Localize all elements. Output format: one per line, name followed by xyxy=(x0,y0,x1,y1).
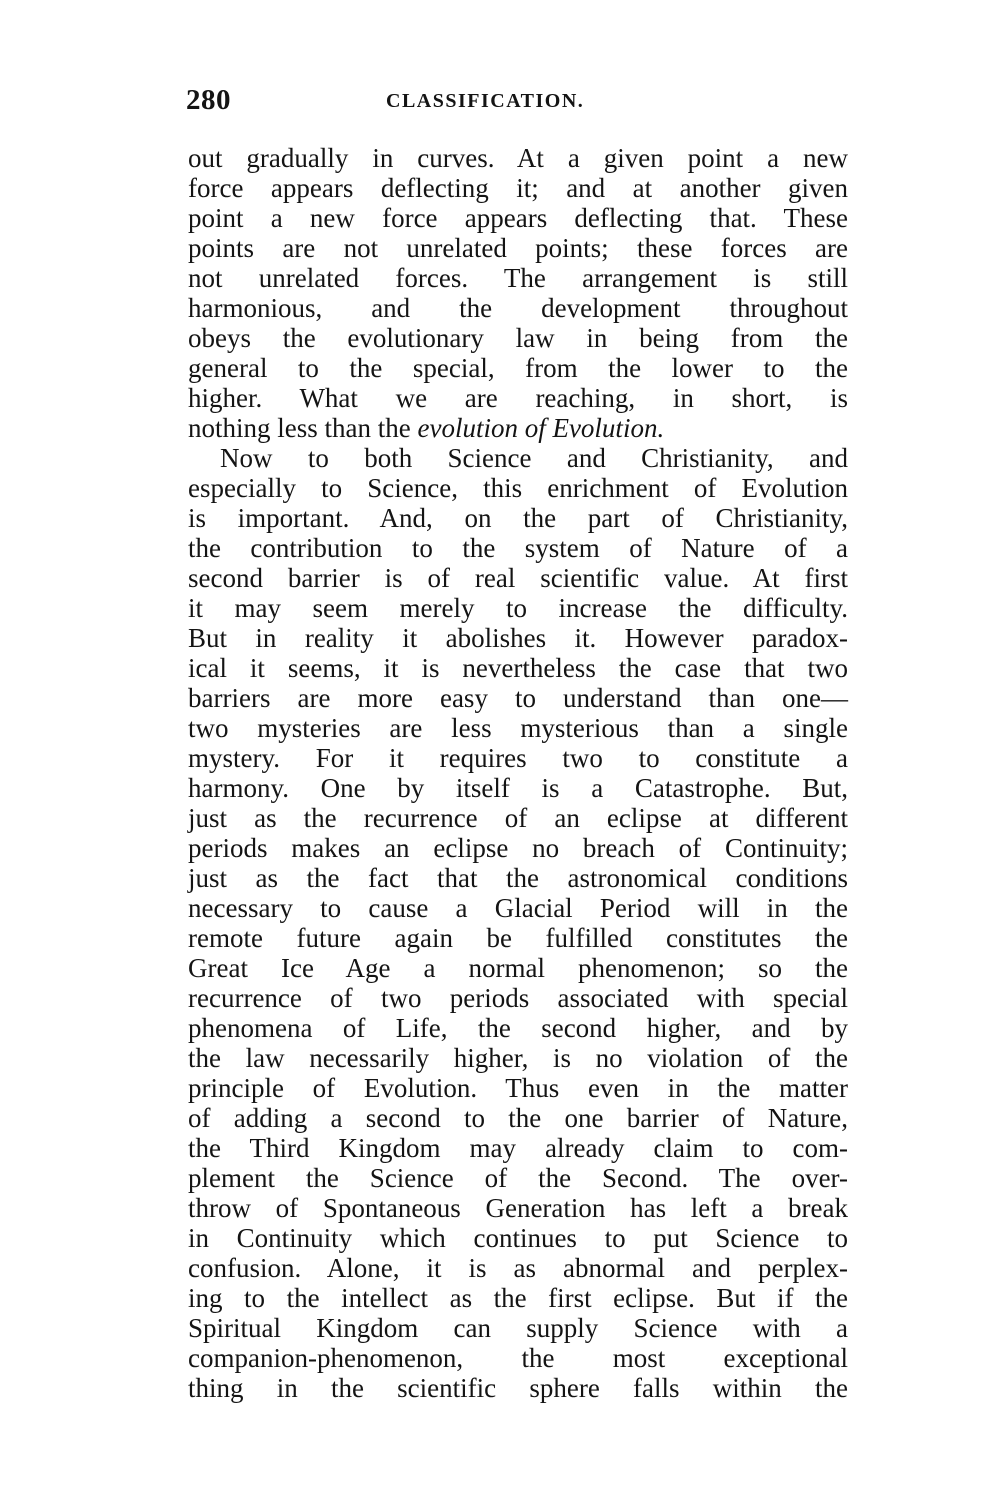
text-line: harmony. One by itself is a Catastrophe. But, xyxy=(188,773,848,803)
running-head xyxy=(186,84,846,120)
text-line: points are not unrelated points; these forces are xyxy=(188,233,848,263)
text-line: the contribution to the system of Nature of a xyxy=(188,533,848,563)
text-line: just as the fact that the astronomical conditions xyxy=(188,863,848,893)
text-line: not unrelated forces. The arrangement is still xyxy=(188,263,848,293)
text-line: thing in the scientific sphere falls within the xyxy=(188,1373,848,1403)
text-line: periods makes an eclipse no breach of Continuity; xyxy=(188,833,848,863)
text-line: throw of Spontaneous Generation has left a break xyxy=(188,1193,848,1223)
text-line: obeys the evolutionary law in being from the xyxy=(188,323,848,353)
text-line: point a new force appears deflecting that. These xyxy=(188,203,848,233)
page-number: 280 xyxy=(186,84,231,116)
text-line: barriers are more easy to understand than one— xyxy=(188,683,848,713)
text-line: Great Ice Age a normal phenomenon; so the xyxy=(188,953,848,983)
text-line: remote future again be fulfilled constitutes the xyxy=(188,923,848,953)
text-line: phenomena of Life, the second higher, and by xyxy=(188,1013,848,1043)
body-text xyxy=(188,143,848,1403)
text-line: two mysteries are less mysterious than a single xyxy=(188,713,848,743)
text-line: necessary to cause a Glacial Period will in the xyxy=(188,893,848,923)
text-line: the law necessarily higher, is no violation of the xyxy=(188,1043,848,1073)
text-line: confusion. Alone, it is as abnormal and perplex- xyxy=(188,1253,848,1283)
text-line: in Continuity which continues to put Science to xyxy=(188,1223,848,1253)
text-line: ical it seems, it is nevertheless the case that two xyxy=(188,653,848,683)
text-line: it may seem merely to increase the difficulty. xyxy=(188,593,848,623)
paragraph-end-line xyxy=(188,413,848,443)
running-title: CLASSIFICATION. xyxy=(386,90,585,112)
text-line: just as the recurrence of an eclipse at different xyxy=(188,803,848,833)
text-line: companion-phenomenon, the most exceptional xyxy=(188,1343,848,1373)
text-line: plement the Science of the Second. The over- xyxy=(188,1163,848,1193)
text-line: principle of Evolution. Thus even in the matter xyxy=(188,1073,848,1103)
text-line: ing to the intellect as the first eclipse. But if the xyxy=(188,1283,848,1313)
text-line: especially to Science, this enrichment of Evolution xyxy=(188,473,848,503)
text-line: force appears deflecting it; and at another given xyxy=(188,173,848,203)
text-line: But in reality it abolishes it. However paradox- xyxy=(188,623,848,653)
text-line: out gradually in curves. At a given point a new xyxy=(188,143,848,173)
text-line: is important. And, on the part of Christianity, xyxy=(188,503,848,533)
text-line: the Third Kingdom may already claim to com- xyxy=(188,1133,848,1163)
text-run: nothing less than the xyxy=(188,413,418,443)
text-line: Spiritual Kingdom can supply Science with a xyxy=(188,1313,848,1343)
text-line: general to the special, from the lower to the xyxy=(188,353,848,383)
text-line: harmonious, and the development throughout xyxy=(188,293,848,323)
italic-phrase: evolution of Evolution. xyxy=(417,413,665,443)
text-line: higher. What we are reaching, in short, is xyxy=(188,383,848,413)
text-line: second barrier is of real scientific value. At first xyxy=(188,563,848,593)
text-line: of adding a second to the one barrier of Nature, xyxy=(188,1103,848,1133)
paragraph-start-line: Now to both Science and Christianity, and xyxy=(220,443,848,473)
text-line: recurrence of two periods associated with special xyxy=(188,983,848,1013)
text-line: mystery. For it requires two to constitute a xyxy=(188,743,848,773)
